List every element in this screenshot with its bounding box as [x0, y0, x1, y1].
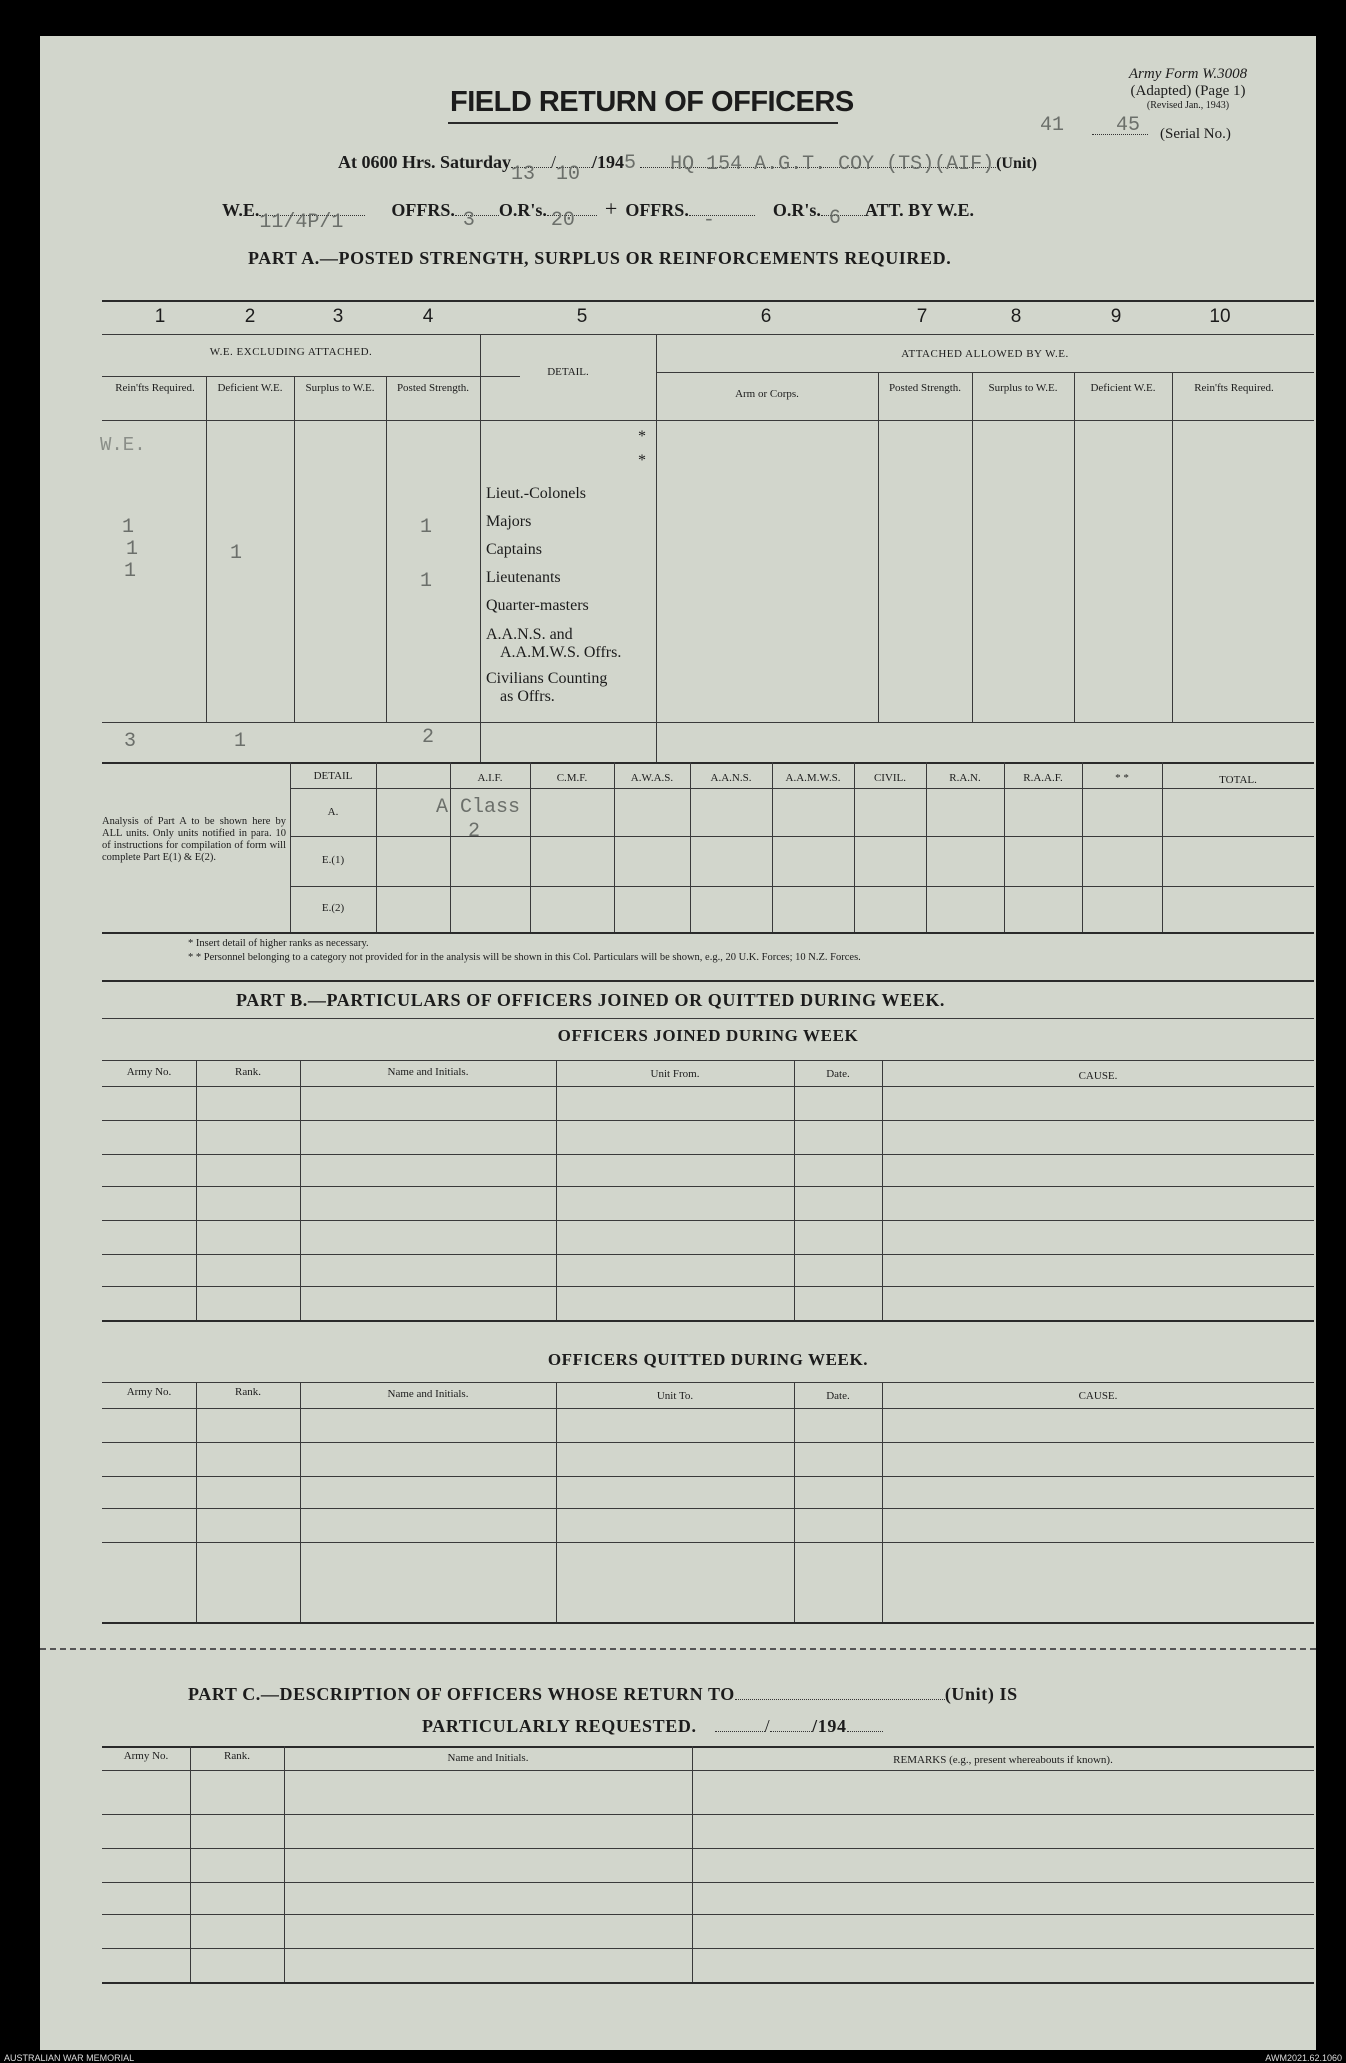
- typed-day: 13: [511, 163, 536, 186]
- footer-archive: AUSTRALIAN WAR MEMORIAL: [4, 2053, 135, 2063]
- part-c-bottom-rule: [102, 1982, 1314, 1984]
- analysis-bottom-rule: [102, 932, 1314, 934]
- offrs2-label: OFFRS.: [625, 200, 689, 220]
- col-number-2: 2: [244, 306, 256, 327]
- detail-header: DETAIL.: [547, 366, 589, 378]
- quitted-row-rule: [102, 1442, 1314, 1443]
- typed-offrs2: -: [702, 209, 715, 232]
- rank-list: [486, 480, 621, 706]
- sub-header-deficient-att: Deficient W.E.: [1090, 382, 1156, 394]
- analysis-vline: [772, 762, 773, 932]
- analysis-vline: [926, 762, 927, 932]
- joined-row-rule: [102, 1120, 1314, 1121]
- joined-vline: [794, 1060, 795, 1320]
- part-c-year: /194: [812, 1716, 847, 1736]
- quitted-vline: [196, 1382, 197, 1622]
- part-a-top-rule: [102, 300, 1314, 302]
- analysis-h-raaf: R.A.A.F.: [1023, 772, 1063, 784]
- ors-label: O.R's.: [498, 200, 547, 220]
- quitted-vline: [882, 1382, 883, 1622]
- part-c-line1-a: PART C.—DESCRIPTION OF OFFICERS WHOSE RETURN TO: [188, 1684, 735, 1704]
- col-number-10: 10: [1209, 306, 1231, 327]
- rank-as-offrs: as Offrs.: [500, 688, 555, 705]
- c1-lieutenants: 1: [124, 560, 137, 583]
- quitted-row-rule: [102, 1508, 1314, 1509]
- analysis-row-rule: [290, 886, 1314, 887]
- part-a-vline: [206, 376, 207, 722]
- part-c-h-army-no: Army No.: [123, 1750, 169, 1762]
- part-a-total-rule: [102, 722, 1314, 723]
- quitted-title: OFFICERS QUITTED DURING WEEK.: [547, 1350, 869, 1369]
- analysis-vline: [530, 762, 531, 932]
- col-number-3: 3: [332, 306, 344, 327]
- analysis-vline: [1082, 762, 1083, 932]
- c1-majors: 1: [122, 516, 135, 539]
- joined-h-name: Name and Initials.: [387, 1066, 469, 1078]
- analysis-vline: [854, 762, 855, 932]
- att-label: ATT. BY W.E.: [864, 200, 975, 220]
- part-c-line1-b: (Unit) IS: [944, 1684, 1018, 1704]
- we-sub-rule: [102, 376, 520, 377]
- total-c1: 3: [124, 730, 137, 753]
- typed-a-count: 2: [468, 820, 481, 843]
- part-a-num-rule: [102, 334, 1314, 335]
- quitted-h-rank: Rank.: [235, 1386, 261, 1398]
- footnote-1: * Insert detail of higher ranks as necessary.: [188, 938, 369, 949]
- typed-a-class: A Class: [436, 796, 521, 819]
- rank-captains: Captains: [486, 541, 542, 558]
- offrs-label: OFFRS.: [391, 200, 455, 220]
- year-prefix: /194: [592, 152, 625, 172]
- typed-year: 5: [624, 152, 637, 175]
- joined-h-army-no: Army No.: [126, 1066, 172, 1078]
- joined-row-rule: [102, 1286, 1314, 1287]
- analysis-h-aamws: A.A.M.W.S.: [785, 772, 841, 784]
- analysis-vline: [1162, 762, 1163, 932]
- at-label: At 0600 Hrs. Saturday: [338, 152, 512, 172]
- analysis-row-rule: [290, 836, 1314, 837]
- joined-h-rank: Rank.: [235, 1066, 261, 1078]
- c2-captains: 1: [230, 542, 243, 565]
- form-id: [1068, 66, 1308, 112]
- typed-we-mark: W.E.: [100, 434, 146, 456]
- part-a-vline: [1074, 372, 1075, 722]
- star-2: *: [638, 452, 646, 469]
- part-a-bottom-rule: [102, 762, 1314, 764]
- rank-aans: A.A.N.S. and: [486, 626, 573, 643]
- form-id-line2: (Adapted) (Page 1): [1130, 83, 1246, 99]
- c1-captains: 1: [126, 538, 139, 561]
- analysis-h-total: TOTAL.: [1219, 774, 1257, 786]
- analysis-vline: [450, 762, 451, 932]
- part-a-vline: [480, 334, 481, 762]
- sub-header-posted-att: Posted Strength.: [888, 382, 962, 394]
- title-underline: [448, 122, 838, 124]
- part-c-h-rank: Rank.: [224, 1750, 250, 1762]
- joined-vline: [882, 1060, 883, 1320]
- part-a-vline: [878, 372, 879, 722]
- joined-head-rule: [102, 1086, 1314, 1087]
- serial-dots: [1092, 134, 1148, 135]
- part-a-vline: [386, 376, 387, 722]
- analysis-h-civil: CIVIL.: [873, 772, 907, 784]
- we-excluding-header: W.E. EXCLUDING ATTACHED.: [209, 346, 373, 358]
- typed-month: 10: [556, 163, 581, 186]
- joined-row-rule: [102, 1186, 1314, 1187]
- unit-label: (Unit): [996, 155, 1037, 172]
- analysis-h-awas: A.W.A.S.: [630, 772, 674, 784]
- quitted-bottom-rule: [102, 1622, 1314, 1624]
- serial-right: 45: [1116, 114, 1141, 137]
- part-a-title: PART A.—POSTED STRENGTH, SURPLUS OR REINFORCEMENTS REQUIRED.: [248, 248, 952, 268]
- footer-accession: AWM2021.62.1060: [1265, 2053, 1342, 2063]
- rank-lieut-colonels: Lieut.-Colonels: [486, 485, 586, 502]
- joined-vline: [556, 1060, 557, 1320]
- typed-unit: HQ 154 A.G.T. COY (TS)(AIF): [670, 153, 995, 176]
- part-c-vline: [692, 1746, 693, 1982]
- quitted-h-unit-to: Unit To.: [656, 1390, 694, 1402]
- we-label: W.E.: [222, 200, 260, 220]
- typed-ors: 20: [550, 209, 575, 232]
- quitted-h-date: Date.: [826, 1390, 850, 1402]
- quitted-vline: [556, 1382, 557, 1622]
- rank-majors: Majors: [486, 513, 532, 530]
- col-number-8: 8: [1010, 306, 1022, 327]
- joined-h-date: Date.: [826, 1068, 850, 1080]
- part-c-h-remarks: REMARKS (e.g., present whereabouts if known).: [893, 1754, 1113, 1766]
- quitted-top-rule: [102, 1382, 1314, 1383]
- col-number-9: 9: [1110, 306, 1122, 327]
- part-c-vline: [284, 1746, 285, 1982]
- sub-header-posted: Posted Strength.: [396, 382, 470, 394]
- rank-civilians: Civilians Counting: [486, 670, 608, 687]
- joined-bottom-rule: [102, 1320, 1314, 1322]
- analysis-note: Analysis of Part A to be shown here by ALL units. Only units notified in para. 10 of instructions for compilation of form will complete Part E(1) & E(2).: [102, 816, 286, 863]
- col-number-6: 6: [760, 306, 772, 327]
- col-number-1: 1: [154, 306, 166, 327]
- typed-we: 11/4P/1: [259, 211, 344, 234]
- joined-row-rule: [102, 1220, 1314, 1221]
- star-1: *: [638, 428, 646, 445]
- typed-offrs: 3: [462, 209, 475, 232]
- ors2-label: O.R's.: [772, 200, 821, 220]
- analysis-h-detail: DETAIL: [313, 770, 353, 782]
- serial-left: 41: [1040, 114, 1065, 137]
- sub-header-reinf-att: Rein'fts Required.: [1194, 382, 1274, 394]
- analysis-row-e2: E.(2): [321, 902, 345, 914]
- col-number-5: 5: [576, 306, 588, 327]
- plus-sign: +: [604, 196, 618, 221]
- form-id-line3: (Revised Jan., 1943): [1146, 100, 1230, 111]
- analysis-h-ran: R.A.N.: [949, 772, 981, 784]
- joined-top-rule: [102, 1060, 1314, 1061]
- page-title: FIELD RETURN OF OFFICERS: [450, 86, 854, 118]
- sub-header-reinf: Rein'fts Required.: [115, 382, 195, 394]
- c4-majors: 1: [420, 516, 433, 539]
- analysis-vline: [376, 762, 377, 932]
- quitted-vline: [794, 1382, 795, 1622]
- typed-ors2: 6: [828, 207, 841, 230]
- analysis-h-aans: A.A.N.S.: [710, 772, 752, 784]
- header-line: At 0600 Hrs. Saturday 13 / 10 /1945 HQ 154 A.G.T. COY (TS)(AIF) (Unit): [338, 152, 1037, 186]
- attached-sub-rule: [656, 372, 1314, 373]
- total-c4: 2: [422, 726, 435, 749]
- part-c-line2-a: PARTICULARLY REQUESTED.: [422, 1716, 697, 1736]
- joined-h-unit-from: Unit From.: [650, 1068, 700, 1080]
- part-a-vline: [294, 376, 295, 722]
- part-c-line1: [188, 1684, 1018, 1705]
- rank-quarter-masters: Quarter-masters: [486, 597, 589, 614]
- part-b-title: PART B.—PARTICULARS OF OFFICERS JOINED OR QUITTED DURING WEEK.: [236, 990, 946, 1010]
- footnote-2: * * Personnel belonging to a category not provided for in the analysis will be shown in this Col. Particulars will be shown, e.g., 20 U.K. Forces; 10 N.Z. Forces.: [188, 952, 861, 963]
- form-paper: [40, 36, 1316, 2050]
- rank-lieutenants: Lieutenants: [486, 569, 561, 586]
- part-b-top-rule: [102, 980, 1314, 982]
- joined-vline: [196, 1060, 197, 1320]
- analysis-h-cmf: C.M.F.: [556, 772, 588, 784]
- quitted-h-cause: CAUSE.: [1078, 1390, 1118, 1402]
- part-c-line2: PARTICULARLY REQUESTED. / /194: [422, 1716, 883, 1737]
- part-a-head-rule: [102, 420, 1314, 421]
- we-line: [222, 196, 975, 234]
- part-c-vline: [190, 1746, 191, 1982]
- quitted-head-rule: [102, 1408, 1314, 1409]
- sub-header-arm: Arm or Corps.: [735, 388, 799, 400]
- analysis-head-rule: [290, 788, 1314, 789]
- joined-vline: [300, 1060, 301, 1320]
- rank-aamws: A.A.M.W.S. Offrs.: [500, 644, 622, 661]
- perforation-line: [40, 1648, 1316, 1650]
- total-c2: 1: [234, 730, 247, 753]
- analysis-vline: [614, 762, 615, 932]
- joined-title: OFFICERS JOINED DURING WEEK: [557, 1026, 859, 1045]
- col-number-7: 7: [916, 306, 928, 327]
- analysis-vline: [1004, 762, 1005, 932]
- sub-header-deficient: Deficient W.E.: [217, 382, 283, 394]
- analysis-h-other: * *: [1115, 772, 1129, 784]
- part-a-vline: [972, 372, 973, 722]
- attached-allowed-header: ATTACHED ALLOWED BY W.E.: [901, 348, 1069, 360]
- serial-label: (Serial No.): [1160, 126, 1231, 142]
- sub-header-surplus-att: Surplus to W.E.: [988, 382, 1058, 394]
- quitted-h-army-no: Army No.: [126, 1386, 172, 1398]
- part-c-h-name: Name and Initials.: [447, 1752, 529, 1764]
- analysis-h-aif: A.I.F.: [477, 772, 503, 784]
- analysis-row-a: A.: [327, 806, 339, 818]
- quitted-h-name: Name and Initials.: [387, 1388, 469, 1400]
- quitted-row-rule: [102, 1542, 1314, 1543]
- analysis-vline: [690, 762, 691, 932]
- analysis-row-e1: E.(1): [321, 854, 345, 866]
- c4-lieutenants: 1: [420, 570, 433, 593]
- form-id-line1: Army Form W.3008: [1128, 66, 1248, 82]
- quitted-row-rule: [102, 1476, 1314, 1477]
- col-number-4: 4: [422, 306, 434, 327]
- joined-row-rule: [102, 1154, 1314, 1155]
- quitted-vline: [300, 1382, 301, 1622]
- part-a-vline: [1172, 372, 1173, 722]
- sub-header-surplus: Surplus to W.E.: [305, 382, 375, 394]
- joined-row-rule: [102, 1254, 1314, 1255]
- joined-h-cause: CAUSE.: [1078, 1070, 1118, 1082]
- part-b-rule: [102, 1018, 1314, 1019]
